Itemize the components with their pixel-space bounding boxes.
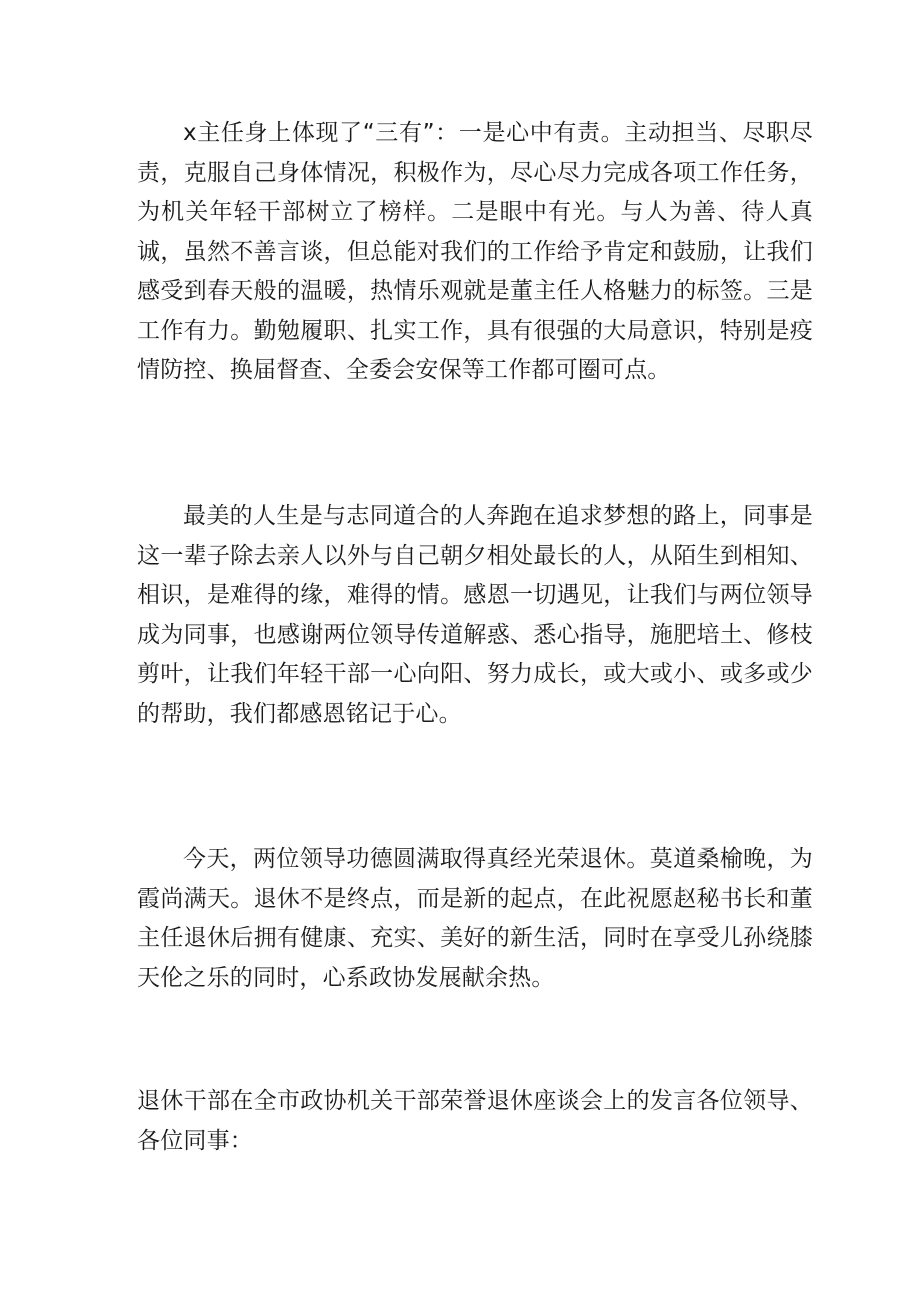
paragraph-three-haves: x主任身上体现了“三有”：一是心中有责。主动担当、尽职尽责，克服自己身体情况，积极作为，尽心尽力完成各项工作任务，为机关年轻干部树立了榜样。二是眼中有光。与人为善、待人真诚，虽然不善言谈，但总能对我们的工作给予肯定和鼓励，让我们感受到春天般的温暖，热情乐观就是董主任人格魅力的标签。三是工作有力。勤勉履职、扎实工作，具有很强的大局意识，特别是疫情防控、换届督查、全委会安保等工作都可圈可点。 — [137, 120, 813, 383]
paragraph-colleagues: 最美的人生是与志同道合的人奔跑在追求梦想的路上，同事是这一辈子除去亲人以外与自己朝夕相处最长的人，从陌生到相知、相识，是难得的缘，难得的情。感恩一切遇见，让我们与两位领导成为同事，也感谢两位领导传道解惑、悉心指导，施肥培土、修枝剪叶，让我们年轻干部一心向阳、努力成长，或大或小、或多或少的帮助，我们都感恩铭记于心。 — [137, 503, 813, 727]
paragraph-retirement-wishes: 今天，两位领导功德圆满取得真经光荣退休。莫道桑榆晚，为霞尚满天。退休不是终点，而是新的起点，在此祝愿赵秘书长和董主任退休后拥有健康、充实、美好的新生活，同时在享受儿孙绕膝天伦之乐的同时，心系政协发展献余热。 — [137, 846, 813, 991]
speech-heading: 退休干部在全市政协机关干部荣誉退休座谈会上的发言各位领导、各位同事： — [137, 1088, 813, 1154]
